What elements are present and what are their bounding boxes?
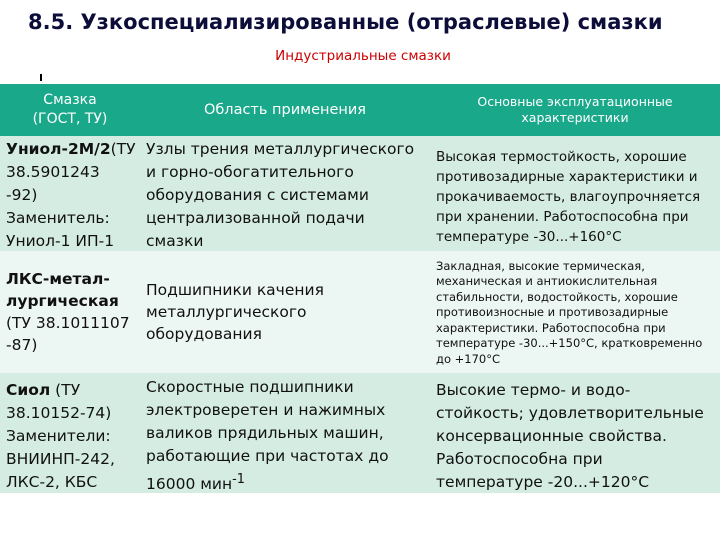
header-application: Область применения	[203, 102, 367, 118]
table-header-row	[0, 84, 720, 136]
application-cell: Подшипники качения металлургического оборудования	[146, 281, 324, 343]
grease-name: Сиол	[6, 380, 51, 399]
tick-mark	[40, 74, 42, 81]
table-row	[0, 251, 720, 373]
grease-cell	[0, 373, 140, 493]
page-subtitle: Индустриальные смазки	[275, 48, 451, 64]
grease-cell	[0, 251, 140, 373]
header-grease: Смазка (ГОСТ, ТУ)	[32, 92, 108, 127]
table-row	[0, 136, 720, 251]
greases-table	[0, 84, 720, 493]
grease-spec: (ТУ 38.1011107 -87)	[6, 314, 130, 354]
characteristics-cell: Высокие термо- и водо-стойкость; удовлетворительные консервационные свойства. Работоспособна при температуре -20...+120°С	[436, 380, 704, 491]
page-title: 8.5. Узкоспециализированные (отраслевые) смазки	[28, 10, 663, 34]
grease-cell	[0, 136, 140, 251]
grease-spec: (ТУ 38.10152-74) Заменители: ВНИИНП-242, ЛКС-2, КБС	[6, 380, 115, 491]
grease-spec: (ТУ 38.5901243 -92) Заменитель: Униол-1 ИП-1	[6, 140, 136, 250]
application-cell	[140, 373, 430, 493]
table-row	[0, 373, 720, 493]
characteristics-cell: Высокая термостойкость, хорошие противозадирные характеристики и прокачиваемость, влагоупрочняется при хранении. Работоспособна при температуре -30...+160°С	[436, 148, 701, 245]
grease-name: ЛКС-метал- лургическая	[6, 270, 119, 310]
application-text: Скоростные подшипники электроверетен и нажимных валиков прядильных машин, работающие при частотах до 16000 мин	[146, 377, 389, 494]
unit-exponent: -1	[232, 471, 246, 487]
application-cell: Узлы трения металлургического и горно-обогатительного оборудования с системами централизованной подачи смазки	[146, 140, 415, 250]
grease-name: Униол-2М/2	[6, 140, 111, 158]
characteristics-cell: Закладная, высокие термическая, механическая и антиокислительная стабильности, водостойкость, хорошие противоизносные и противозадирные характеристики. Работоспособна при температуре -30...+150°С, кратковременно до +170°С	[436, 258, 703, 366]
header-characteristics: Основные эксплуатационные характеристики	[477, 94, 673, 125]
